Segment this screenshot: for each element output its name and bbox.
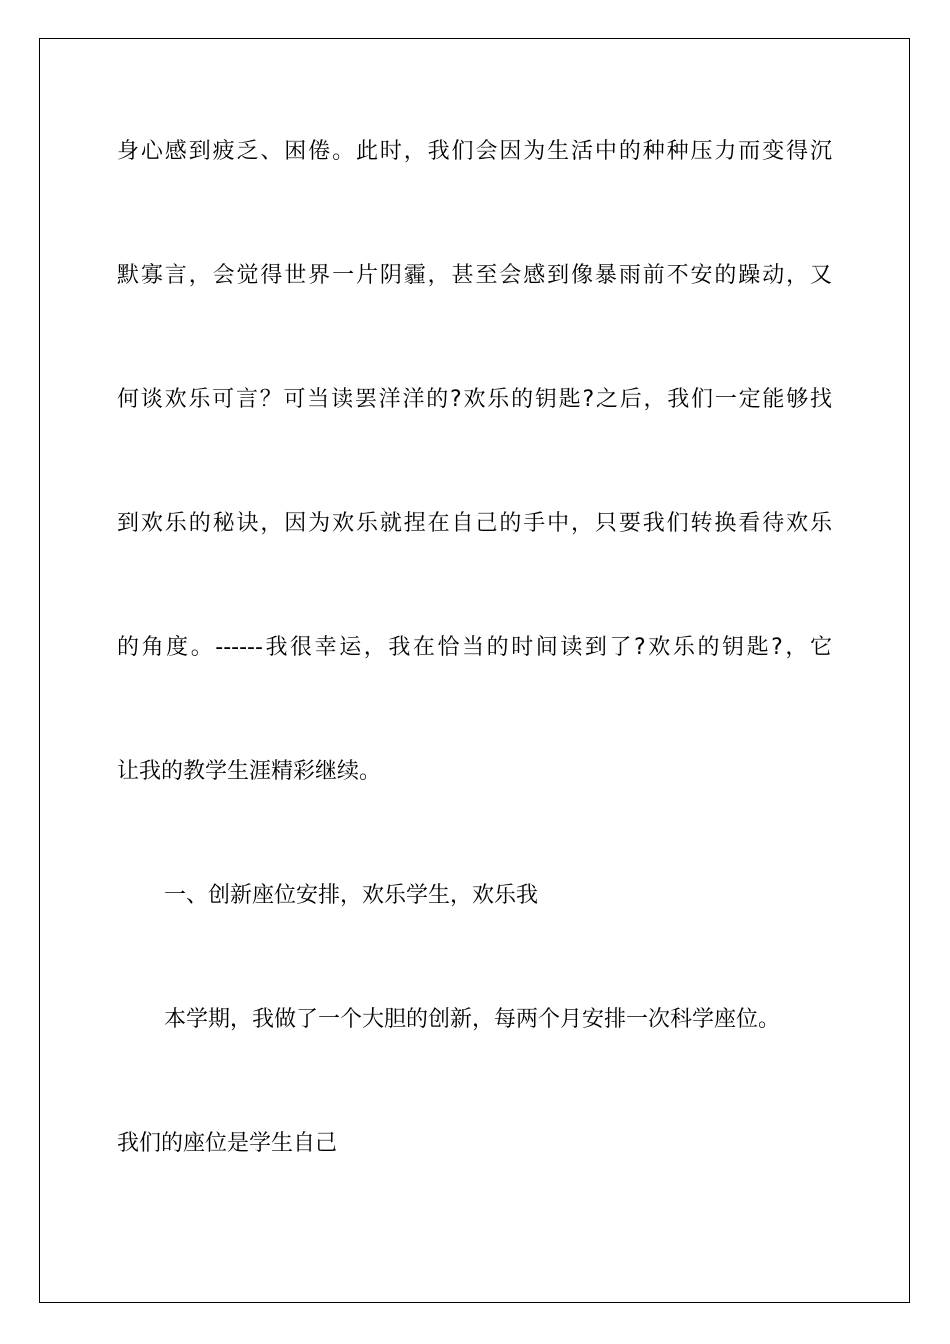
page-border — [39, 38, 910, 1303]
body-text-line-2: 默寡言，会觉得世界一片阴霾，甚至会感到像暴雨前不安的躁动，又 — [117, 263, 832, 288]
section-heading: 一、创新座位安排，欢乐学生，欢乐我 — [164, 883, 539, 908]
paragraph-line-1: 本学期，我做了一个大胆的创新，每两个月安排一次科学座位。 — [164, 1007, 781, 1032]
paragraph-line-2: 我们的座位是学生自己 — [117, 1131, 338, 1156]
body-text-line-1: 身心感到疲乏、困倦。此时，我们会因为生活中的种种压力而变得沉 — [117, 139, 832, 164]
body-text-line-6: 让我的教学生涯精彩继续。 — [117, 759, 382, 784]
body-text-line-5: 的角度。------我很幸运，我在恰当的时间读到了?欢乐的钥匙?，它 — [117, 635, 832, 660]
body-text-line-4: 到欢乐的秘诀，因为欢乐就捏在自己的手中，只要我们转换看待欢乐 — [117, 511, 832, 536]
body-text-line-3: 何谈欢乐可言？可当读罢洋洋的?欢乐的钥匙?之后，我们一定能够找 — [117, 387, 832, 412]
